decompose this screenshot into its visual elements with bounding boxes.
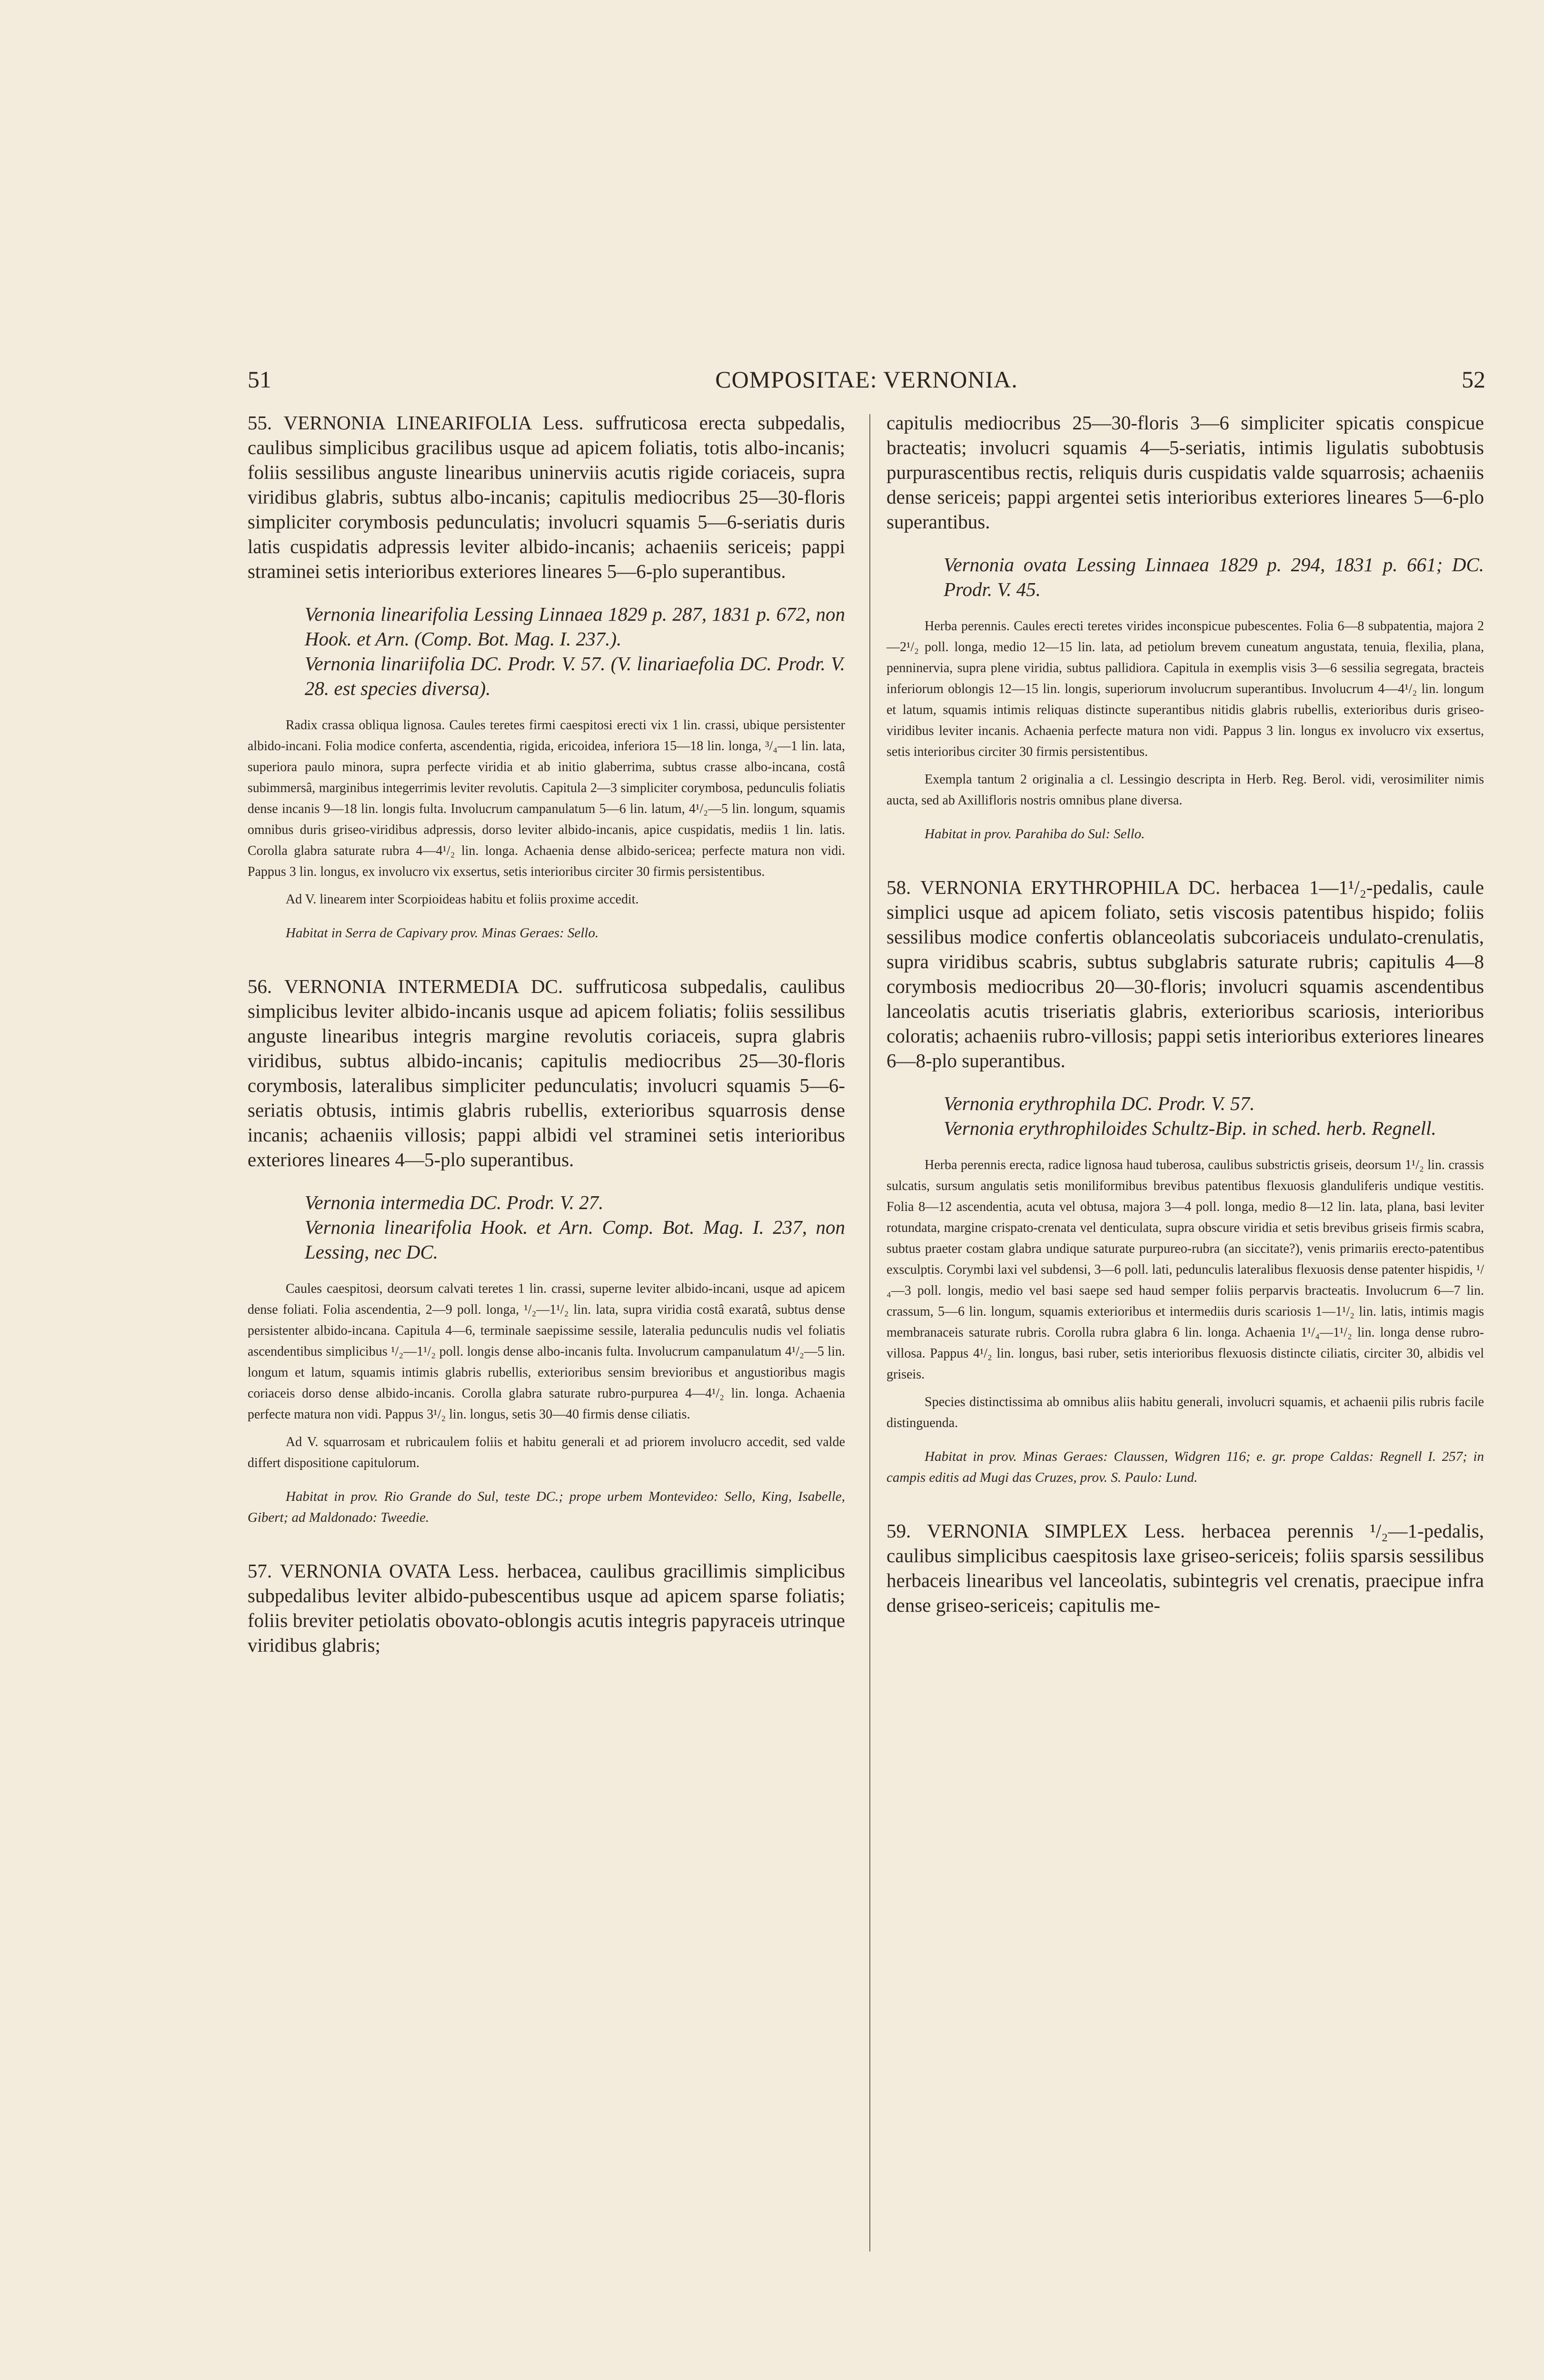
diagnosis: capitulis mediocribus 25—30-floris 3—6 simpliciter spicatis conspicue bracteatis; involucri squamis 4—5-seriatis, intimis ligulatis subobtusis purpurascentibus rectis, reliquis duris cuspidatis valde squarrosis; achaeniis dense sericeis; pappi argentei setis interioribus exteriores lineares 5—6-plo superantibus. xyxy=(887,412,1484,533)
description: Herba perennis erecta, radice lignosa haud tuberosa, caulibus substrictis griseis, deorsum 1¹/₂ lin. crassis sulcatis, sursum angulatis setis moniliformibus brevibus patentibus flexuosis glanduliferis undique vestitis. Folia 8—12 ascendentia, acuta vel obtusa, majora 3—4 poll. longa, medio 8—12 lin. lata, plana, basi leviter rotundata, margine crispato-crenata vel denticulata, supra obscure viridia et setis brevibus griseis firmis scabra, subtus praeter costam glabra undique saturate purpureo-rubra (an siccitate?), venis primariis erecto-patentibus exsculptis. Corymbi laxi vel subdensi, 3—6 poll. lati, pedunculis lateralibus flexuosis dense patenter hispidis, ¹/₄—3 poll. longis, medio vel basi saepe sed haud semper foliis perparvis bracteatis. Involucrum 6—7 lin. crassum, 5—6 lin. longum, squamis exterioribus et intermediis duris scariosis 1—1¹/₂ lin. latis, intimis magis membranaceis saturate rubris. Corolla rubra glabra 6 lin. longa. Achaenia 1¹/₄—1¹/₂ lin. longa dense rubro-villosa. Pappus 4¹/₂ lin. longus, basi ruber, setis interioribus flexuosis distincte ciliatis, circiter 30, albidis vel griseis. xyxy=(887,1158,1484,1382)
note: Species distinctissima ab omnibus aliis habitu generali, involucri squamis, et achaenii pilis rubris facile distinguenda. xyxy=(887,1395,1484,1430)
synonym: Vernonia ovata Lessing Linnaea 1829 p. 294, 1831 p. 661; DC. Prodr. V. 45. xyxy=(944,554,1484,600)
diagnosis: 59. VERNONIA SIMPLEX Less. herbacea perennis ¹/₂—1-pedalis, caulibus simplicibus caespitosis laxe griseo-sericeis; foliis sparsis sessilibus herbaceis linearibus vel lanceolatis, subintegris vel crenatis, praecipue infra dense griseo-sericeis; capitulis me- xyxy=(887,1520,1484,1616)
habitat: Habitat in prov. Rio Grande do Sul, teste DC.; prope urbem Montevideo: Sello, King, Isabelle, Gibert; ad Maldonado: Tweedie. xyxy=(248,1489,845,1525)
diagnosis: 58. VERNONIA ERYTHROPHILA DC. herbacea 1—1¹/₂-pedalis, caule simplici usque ad apicem foliato, setis viscosis patentibus hispido; foliis sessilibus modice confertis oblanceolatis subcoriaceis undulato-crenulatis, supra viridibus scabris, subtus subglabris saturate rubris; capitulis 4—8 corymbosis mediocribus 20—30-floris; involucri squamis ascendentibus lanceolatis acutis triseriatis glabris, exterioribus scariosis, interioribus coloratis; achaeniis rubro-villosis; pappi setis interioribus exteriores lineares 6—8-plo superantibus. xyxy=(887,876,1484,1071)
species-58 xyxy=(887,875,1484,1488)
page-number-right: 52 xyxy=(1462,366,1485,393)
note: Ad V. linearem inter Scorpioideas habitu et foliis proxime accedit. xyxy=(286,892,639,907)
spacer xyxy=(887,844,1484,875)
diagnosis: 55. VERNONIA LINEARIFOLIA Less. suffruticosa erecta subpedalis, caulibus simplicibus gracilibus usque ad apicem foliatis, totis albo-incanis; foliis sessilibus anguste linearibus uninerviis acutis rigide coriaceis, supra viridibus glabris, subtus albo-incanis; capitulis mediocribus 25—30-floris simpliciter corymbosis pedunculatis; involucri squamis 5—6-seriatis duris latis cuspidatis adpressis leviter albido-incanis; achaeniis sericeis; pappi straminei setis interioribus exteriores lineares 5—6-plo superantibus. xyxy=(248,412,845,582)
habitat: Habitat in Serra de Capivary prov. Minas Geraes: Sello. xyxy=(286,925,599,941)
synonym: Vernonia linearifolia Lessing Linnaea 1829 p. 287, 1831 p. 672, non Hook. et Arn. (Comp. Bot. Mag. I. 237.). xyxy=(305,603,845,650)
note: Ad V. squarrosam et rubricaulem foliis et habitu generali et ad priorem involucro accedit, sed valde differt dispositione capitulorum. xyxy=(248,1435,845,1470)
species-55 xyxy=(248,410,845,943)
synonym: Vernonia erythrophila DC. Prodr. V. 57. xyxy=(944,1092,1255,1114)
synonym: Vernonia intermedia DC. Prodr. V. 27. xyxy=(305,1191,604,1213)
spacer xyxy=(248,943,845,974)
diagnosis: 57. VERNONIA OVATA Less. herbacea, caulibus gracillimis simplicibus subpedalibus leviter albido-pubescentibus usque ad apicem sparse foliatis; foliis breviter petiolatis obovato-oblongis acutis integris papyraceis utrinque viridibus glabris; xyxy=(248,1560,845,1656)
species-59 xyxy=(887,1518,1484,1617)
running-header xyxy=(248,366,1485,399)
synonym: Vernonia erythrophiloides Schultz-Bip. in sched. herb. Regnell. xyxy=(944,1117,1436,1139)
synonym: Vernonia linearifolia Hook. et Arn. Comp. Bot. Mag. I. 237, non Lessing, nec DC. xyxy=(305,1216,845,1263)
spacer xyxy=(248,1528,845,1558)
species-56 xyxy=(248,974,845,1528)
left-column xyxy=(248,410,845,1657)
description: Radix crassa obliqua lignosa. Caules teretes firmi caespitosi erecti vix 1 lin. crassi, ubique persistenter albido-incani. Folia modice conferta, ascendentia, rigida, ericoidea, inferiora 15—18 lin. longa, ³/₄—1 lin. lata, superiora paulo minora, supra perfecte viridia et ab initio glaberrima, subtus crasse albo-incana, costâ subimmersâ, marginibus integerrimis leviter revolutis. Capitula 2—3 simpliciter corymbosa, pedunculis foliatis dense incanis 9—18 lin. longis fulta. Involucrum campanulatum 5—6 lin. latum, 4¹/₂—5 lin. longum, squamis omnibus duris griseo-viridibus adpressis, dorso leviter albido-incanis, apice cuspidatis, mediis 1 lin. latis. Corolla glabra saturate rubra 4—4¹/₂ lin. longa. Achaenia dense albido-sericea; perfecte matura non vidi. Pappus 3 lin. longus, ex involucro vix exsertus, setis interioribus circiter 30 firmis persistentibus. xyxy=(248,718,845,879)
right-column xyxy=(887,410,1484,1617)
column-divider xyxy=(869,414,870,2251)
habitat: Habitat in prov. Parahiba do Sul: Sello. xyxy=(925,826,1145,842)
species-57-continued xyxy=(887,410,1484,844)
diagnosis: 56. VERNONIA INTERMEDIA DC. suffruticosa subpedalis, caulibus simplicibus leviter albido-incanis usque ad apicem foliatis; foliis sessilibus anguste linearibus integris margine revolutis coriaceis, supra glabris viridibus, subtus albido-incanis; capitulis mediocribus 25—30-floris corymbosis, lateralibus simpliciter pedunculatis; involucri squamis 5—6-seriatis obtusis, intimis glabris rubellis, exterioribus squarrosis dense incanis; achaeniis villosis; pappi albidi vel straminei setis interioribus exteriores lineares 4—5-plo superantibus. xyxy=(248,975,845,1170)
species-57 xyxy=(248,1558,845,1657)
habitat: Habitat in prov. Minas Geraes: Claussen, Widgren 116; e. gr. prope Caldas: Regnell I. 257; in campis editis ad Mugi das Cruzes, prov. S. Paulo: Lund. xyxy=(887,1449,1484,1485)
note: Exempla tantum 2 originalia a cl. Lessingio descripta in Herb. Reg. Berol. vidi, verosimiliter nimis aucta, sed ab Axilliflоris nostris omnibus plane diversa. xyxy=(887,772,1484,808)
synonym: Vernonia linariifolia DC. Prodr. V. 57. (V. linariaefolia DC. Prodr. V. 28. est species diversa). xyxy=(305,653,845,699)
page-number-left: 51 xyxy=(248,366,271,393)
description: Herba perennis. Caules erecti teretes virides inconspicue pubescentes. Folia 6—8 subpatentia, majora 2—2¹/₂ poll. longa, medio 12—15 lin. lata, ad petiolum brevem cuneatum angustata, tenuia, flexilia, plana, penninervia, supra plene viridia, subtus pallidiora. Capitula in exemplis visis 3—6 sessilia segregata, bracteis inferiorum oblongis 12—15 lin. longis, superiorum involucrum superantibus. Involucrum 4—4¹/₂ lin. longum et latum, squamis intimis reliquas distincte superantibus nitidis glabris rubellis, exterioribus duris griseo-viridibus leviter incanis. Achaenia perfecte matura non vidi. Pappus 3 lin. longus ex involucro vix exsertus, setis interioribus circiter 30 firmis persistentibus. xyxy=(887,619,1484,759)
running-title: COMPOSITAE: VERNONIA. xyxy=(715,366,1018,393)
spacer xyxy=(887,1488,1484,1518)
description: Caules caespitosi, deorsum calvati teretes 1 lin. crassi, superne leviter albido-incani, usque ad apicem dense foliati. Folia ascendentia, 2—9 poll. longa, ¹/₂—1¹/₂ lin. lata, supra viridia costâ exaratâ, subtus dense persistenter albido-incana. Capitula 4—6, terminale saepissime sessile, lateralia pedunculis nudis vel foliatis ascendentibus simplicibus ¹/₂—1¹/₂ poll. longis dense albo-incanis fulta. Involucrum campanulatum 4¹/₂—5 lin. longum et latum, squamis intimis glabris rubellis, exterioribus sensim brevioribus et angustioribus magis coriaceis dorso dense albido-incanis. Corolla glabra saturate rubro-purpurea 4—4¹/₂ lin. longa. Achaenia perfecte matura non vidi. Pappus 3¹/₂ lin. longus, setis 30—40 firmis dense ciliatis. xyxy=(248,1281,845,1422)
